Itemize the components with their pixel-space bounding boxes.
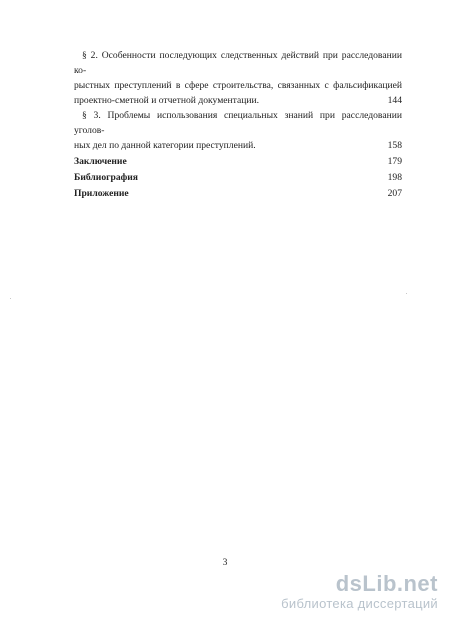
page-number: 3 [222,557,228,568]
watermark-subtitle: библиотека диссертаций [281,596,438,611]
scan-speck [10,298,11,299]
dslib-watermark [281,572,438,612]
toc-entry-section-3-line-1: § 3. Проблемы использования специальных знаний при расследовании уголов- [74,110,402,136]
toc-entry-appendix-title: Приложение [74,188,129,199]
toc-entry-conclusion [74,154,402,169]
toc-entry-conclusion-title: Заключение [74,156,127,167]
toc-entry-appendix [74,186,402,201]
table-of-contents [74,48,402,201]
toc-entry-section-3-last-line [74,138,402,153]
toc-entry-bibliography-page: 198 [387,172,402,183]
toc-entry-section-3-page: 158 [387,140,402,151]
toc-entry-bibliography-title: Библиография [74,172,138,183]
toc-entry-section-2-line-2: рыстных преступлений в сфере строительства, связанных с фальсификацией [74,80,402,91]
toc-entry-section-2-line-1: § 2. Особенности последующих следственных действий при расследовании ко- [74,50,402,76]
toc-entry-appendix-page: 207 [387,188,402,199]
toc-entry-conclusion-page: 179 [387,156,402,167]
toc-entry-section-3-line-2: ных дел по данной категории преступлений. [74,140,256,151]
watermark-logo: dsLib.net [335,571,438,596]
toc-entry-section-2-last-line [74,93,402,108]
toc-entry-section-3 [74,108,402,153]
toc-entry-section-2 [74,48,402,108]
toc-entry-bibliography [74,170,402,185]
toc-entry-section-2-line-3: проектно-сметной и отчетной документации. [74,95,260,106]
scan-speck [406,293,407,294]
toc-entry-section-2-page: 144 [387,95,402,106]
